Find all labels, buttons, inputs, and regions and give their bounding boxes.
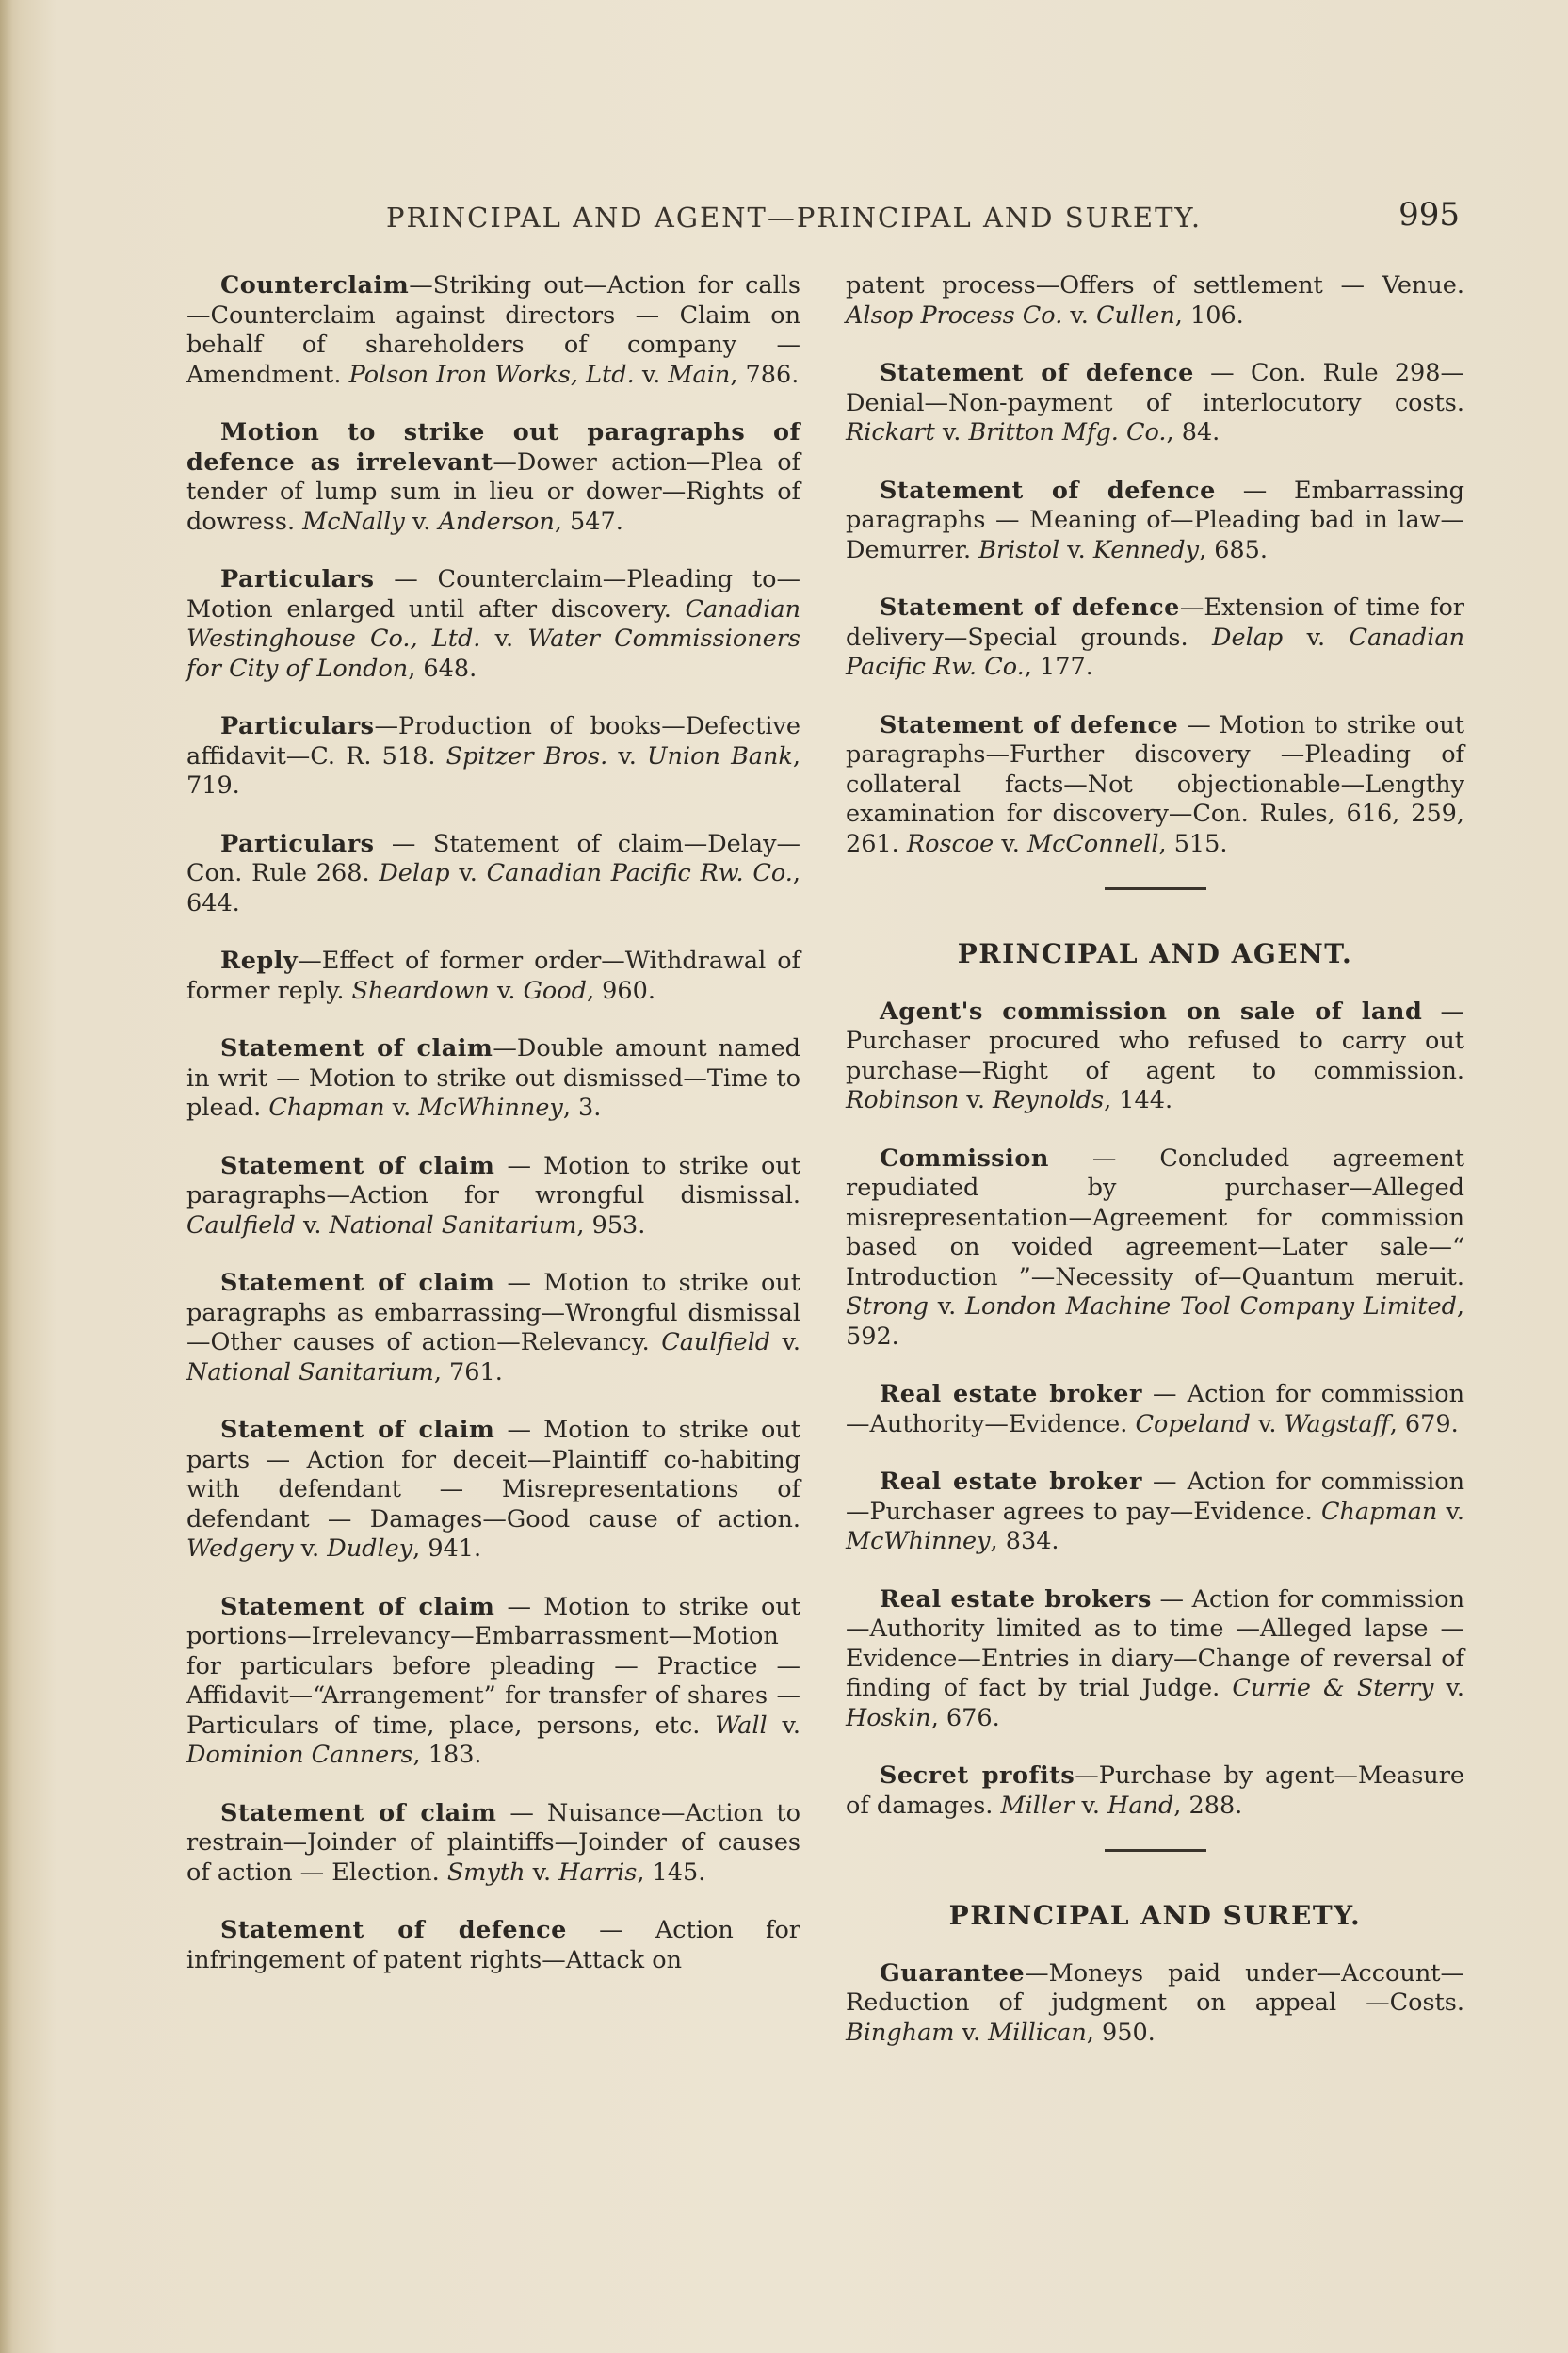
versus: v. [634, 360, 669, 389]
case-name: Good [523, 976, 587, 1005]
page-header [188, 196, 1460, 241]
case-name: London Machine Tool Company Limited [965, 1292, 1457, 1321]
case-name: Caulfield [186, 1210, 296, 1240]
case-name: Rickart [846, 418, 935, 446]
citation: , 953. [576, 1210, 646, 1240]
entry-heading: Reply [220, 947, 299, 975]
entry-text: — Counterclaim—Pleading to—Motion enlarged until after discovery. [186, 565, 800, 624]
case-name: Cullen [1096, 300, 1175, 330]
entry-text: — Action for commission—Authority—Evidence. [846, 1380, 1464, 1438]
case-name: Robinson [846, 1086, 960, 1114]
digest-entry [186, 1269, 800, 1387]
entry-heading: Commission [880, 1144, 1049, 1173]
digest-entry [186, 1916, 800, 1975]
versus: v. [934, 418, 969, 446]
entry-heading: Statement of claim [220, 1151, 495, 1180]
running-title: PRINCIPAL AND AGENT—PRINCIPAL AND SURETY. [386, 202, 1203, 234]
digest-entry [186, 1152, 800, 1241]
digest-entry [846, 593, 1464, 683]
versus: v. [1250, 1409, 1285, 1438]
digest-entry [846, 711, 1464, 860]
case-name: Water Commissioners for City of London [186, 625, 801, 683]
versus: v. [767, 1711, 800, 1740]
entry-heading: Particulars [220, 829, 375, 858]
citation: , 676. [930, 1703, 1000, 1732]
entry-text: — Motion to strike out paragraphs—Action for wrongful dismissal. [186, 1151, 801, 1209]
case-name: Canadian Westinghouse Co., Ltd. [186, 594, 800, 653]
citation: , 960. [586, 976, 655, 1005]
entry-text: — Action for infringement of patent rights—Attack on [186, 1916, 800, 1974]
versus: v. [959, 1086, 994, 1114]
entry-text: —Effect of former order—Withdrawal of former reply. [186, 947, 800, 1005]
left-column [186, 271, 800, 2004]
versus: v. [1283, 623, 1350, 652]
entry-text: — Action for commission—Purchaser agrees to pay—Evidence. [846, 1468, 1464, 1526]
entry-text: —Extension of time for delivery—Special grounds. [846, 593, 1464, 652]
entry-heading: Secret profits [880, 1761, 1075, 1790]
case-name: Harris [558, 1858, 638, 1887]
entry-heading: Particulars [220, 712, 375, 740]
citation: , 288. [1173, 1791, 1243, 1820]
entry-heading: Statement of claim [220, 1416, 495, 1444]
case-name: Chapman [268, 1094, 385, 1122]
citation: , 834. [990, 1527, 1059, 1555]
citation: , 183. [412, 1741, 482, 1769]
entry-text: patent process—Offers of settlement — Venue. [846, 271, 1464, 300]
case-name: Miller [1000, 1791, 1075, 1820]
entry-heading: Statement of defence [880, 593, 1180, 622]
versus: v. [607, 741, 648, 771]
section-title-principal-surety: PRINCIPAL AND SURETY. [948, 1900, 1362, 1931]
digest-entry [186, 830, 800, 919]
case-name: McWhinney [846, 1527, 991, 1555]
versus: v. [489, 976, 524, 1005]
entry-text: —Moneys paid under—Account—Reduction of judgment on appeal —Costs. [846, 1958, 1464, 2017]
digest-entry [186, 712, 800, 802]
case-name: McConnell [1026, 829, 1159, 858]
entry-heading: Real estate brokers [880, 1584, 1152, 1614]
digest-entry [846, 998, 1464, 1116]
entry-heading: Statement of defence [880, 476, 1216, 505]
case-name: McWhinney [418, 1094, 563, 1122]
case-name: Smyth [446, 1858, 525, 1887]
case-name: Caulfield [661, 1328, 771, 1356]
section-title-principal-agent: PRINCIPAL AND AGENT. [957, 938, 1353, 969]
case-name: Roscoe [906, 829, 994, 858]
case-name: Currie & Sterry [1232, 1674, 1434, 1702]
versus: v. [1062, 300, 1097, 330]
entry-text: —Double amount named in writ — Motion to strike out dismissed—Time to plead. [186, 1034, 800, 1122]
entry-text: —Production of books—Defective affidavit—C. R. 518. [186, 712, 800, 771]
citation: , 515. [1158, 829, 1228, 858]
versus: v. [293, 1534, 328, 1563]
entry-heading: Statement of defence [220, 1916, 567, 1944]
entry-text: — Concluded agreement repudiated by purchaser—Alleged misrepresentation—Agreement for commission based on voided agreement—Later sale—“ Introduction ”—Necessity of—Quantum meruit. [846, 1144, 1464, 1291]
entry-heading: Statement of claim [220, 1269, 495, 1297]
entry-text: — Purchaser procured who refused to carry out purchase—Right of agent to commission. [846, 997, 1464, 1085]
case-name: Reynolds [993, 1086, 1105, 1114]
entry-heading: Statement of defence [880, 710, 1179, 739]
case-name: Wedgery [186, 1534, 294, 1563]
case-name: Polson Iron Works, Ltd. [348, 360, 635, 389]
entry-text: — Statement of claim—Delay—Con. Rule 268. [186, 829, 800, 887]
case-name: Chapman [1321, 1497, 1438, 1526]
digest-entry [186, 1034, 800, 1124]
case-name: Spitzer Bros. [445, 741, 608, 771]
case-name: Anderson [438, 507, 555, 536]
entry-text: — Con. Rule 298—Denial—Non-payment of interlocutory costs. [846, 359, 1464, 417]
versus: v. [295, 1210, 330, 1240]
citation: , 3. [562, 1094, 602, 1122]
entry-text: — Action for commission—Authority limited as to time —Alleged lapse — Evidence—Entries in diary—Change of reversal of finding of fact by trial Judge. [846, 1584, 1464, 1702]
versus: v. [994, 829, 1027, 858]
digest-entry [846, 1144, 1464, 1353]
digest-entry [186, 947, 800, 1006]
digest-entry [846, 1468, 1464, 1557]
digest-entry [186, 271, 800, 390]
digest-entry [186, 1416, 800, 1565]
digest-entry [846, 1959, 1464, 2049]
citation: , 177. [1024, 653, 1093, 681]
entry-text: — Motion to strike out parts — Action for deceit—Plaintiff co-habiting with defendant — Misrepresentations of defendant — Damages—Good cause of action. [186, 1416, 801, 1534]
entry-text: —Striking out—Action for calls—Counterclaim against directors — Claim on behalf of shareholders of company — Amendment. [186, 271, 800, 389]
case-name: Alsop Process Co. [846, 300, 1063, 330]
entry-text: —Dower action—Plea of tender of lump sum in lieu or dower—Rights of dowress. [186, 447, 800, 536]
digest-entry [186, 565, 800, 684]
entry-heading: Statement of claim [220, 1034, 493, 1063]
citation: , 144. [1104, 1086, 1173, 1114]
digest-entry [846, 1761, 1464, 1821]
case-name: Hoskin [846, 1703, 931, 1732]
entry-heading: Real estate broker [880, 1468, 1142, 1496]
defence-continued-entries [846, 271, 1464, 859]
citation: , 84. [1166, 418, 1220, 446]
citation: , 786. [730, 360, 800, 389]
case-name: Delap [1212, 623, 1284, 652]
right-column [846, 271, 1464, 2076]
versus: v. [449, 859, 487, 887]
citation: , 950. [1086, 2018, 1156, 2047]
case-name: Sheardown [351, 976, 490, 1005]
entry-text: — Motion to strike out paragraphs—Further discovery —Pleading of collateral facts—Not objectionable—Lengthy examination for discovery—Con. Rules, 616, 259, 261. [846, 710, 1465, 858]
case-name: Dudley [327, 1534, 413, 1563]
versus: v. [1074, 1791, 1108, 1820]
case-name: McNally [302, 507, 405, 536]
citation: , 941. [412, 1534, 482, 1563]
digest-entry [186, 418, 800, 537]
case-name: Millican [988, 2018, 1087, 2047]
citation: , 592. [846, 1292, 1465, 1351]
digest-entry [846, 359, 1464, 448]
entry-heading: Statement of claim [220, 1798, 497, 1827]
entry-heading: Guarantee [880, 1958, 1026, 1988]
versus: v. [480, 625, 528, 653]
case-name: Bingham [846, 2018, 955, 2047]
citation: , 106. [1174, 300, 1244, 330]
entry-heading: Statement of claim [220, 1592, 495, 1621]
entry-heading: Counterclaim [220, 271, 410, 300]
entry-text: — Motion to strike out paragraphs as embarrassing—Wrongful dismissal—Other causes of action—Relevancy. [186, 1269, 801, 1356]
versus: v. [954, 2018, 989, 2047]
case-name: Canadian Pacific Rw. Co. [846, 623, 1464, 681]
versus: v. [770, 1328, 800, 1356]
digest-entry [186, 1593, 800, 1771]
digest-entry [846, 477, 1464, 566]
section-divider [1105, 1849, 1206, 1852]
entry-text: —Purchase by agent—Measure of damages. [846, 1761, 1465, 1820]
case-name: Delap [379, 859, 450, 887]
page-spine-shadow [0, 0, 13, 2353]
versus: v. [929, 1292, 966, 1321]
citation: , 648. [408, 654, 477, 683]
versus: v. [1059, 535, 1093, 564]
digest-entry [186, 1799, 800, 1889]
case-name: Wagstaff [1284, 1409, 1390, 1438]
entry-heading: Motion to strike out paragraphs of defence as irrelevant [186, 418, 800, 477]
case-name: Kennedy [1092, 535, 1199, 564]
page-number: 995 [1398, 196, 1460, 234]
citation: , 685. [1198, 535, 1268, 564]
citation: , 644. [186, 859, 800, 917]
entry-text: — Embarrassing paragraphs — Meaning of—Pleading bad in law—Demurrer. [846, 476, 1464, 564]
principal-agent-entries [846, 998, 1464, 1822]
entry-heading: Statement of defence [880, 359, 1194, 387]
digest-entry [846, 1380, 1464, 1439]
case-name: Union Bank [647, 741, 793, 771]
versus: v. [1437, 1497, 1465, 1526]
versus: v. [1433, 1674, 1465, 1702]
case-name: Hand [1107, 1791, 1174, 1820]
section-divider [1105, 887, 1206, 890]
entry-text: — Motion to strike out portions—Irrelevancy—Embarrassment—Motion for particulars before pleading — Practice — Affidavit—“Arrangement” for transfer of shares — Particulars of time, place, persons, etc. [186, 1592, 801, 1740]
principal-surety-entries [846, 1959, 1464, 2049]
citation: , 145. [637, 1858, 706, 1887]
entry-text: — Nuisance—Action to restrain—Joinder of plaintiffs—Joinder of causes of action — Election. [186, 1798, 800, 1887]
case-name: Britton Mfg. Co. [968, 418, 1167, 446]
case-name: National Sanitarium [329, 1210, 577, 1240]
entry-heading: Real estate broker [880, 1380, 1142, 1408]
case-name: Copeland [1135, 1409, 1251, 1438]
digest-entry [846, 271, 1464, 331]
versus: v. [525, 1858, 559, 1887]
entry-heading: Particulars [220, 565, 375, 593]
case-name: Canadian Pacific Rw. Co. [486, 859, 793, 887]
case-name: Wall [715, 1711, 768, 1740]
case-name: National Sanitarium [186, 1357, 434, 1387]
citation: , 761. [433, 1357, 503, 1387]
versus: v. [404, 507, 439, 536]
case-name: Bristol [978, 535, 1060, 564]
versus: v. [384, 1094, 419, 1122]
citation: , 547. [554, 507, 623, 536]
entry-heading: Agent's commission on sale of land [880, 997, 1423, 1026]
case-name: Dominion Canners [186, 1741, 413, 1769]
citation: , 719. [186, 741, 800, 800]
citation: , 679. [1389, 1409, 1459, 1438]
case-name: Strong [846, 1292, 929, 1321]
digest-entry [846, 1585, 1464, 1734]
case-name: Main [668, 360, 731, 389]
